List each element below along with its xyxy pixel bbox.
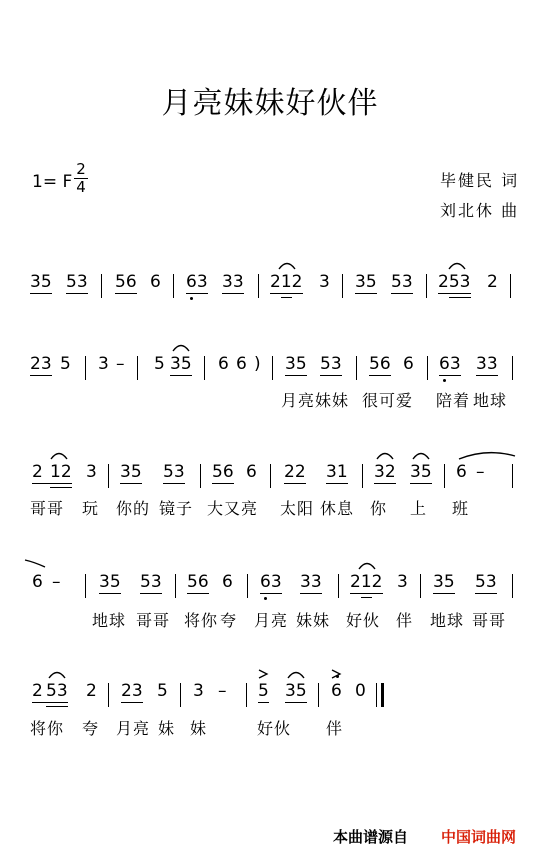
time-top: 2 bbox=[76, 160, 86, 178]
note: 33 bbox=[300, 572, 322, 592]
note: – bbox=[52, 572, 61, 592]
note: 2 bbox=[32, 681, 43, 701]
note: 12 bbox=[50, 462, 72, 482]
composer-credit: 刘北休 曲 bbox=[440, 201, 520, 220]
note: 35 bbox=[120, 462, 142, 482]
slur bbox=[278, 258, 296, 270]
note: – bbox=[116, 354, 125, 374]
lyric: 月亮妹妹 bbox=[281, 391, 350, 410]
note: 35 bbox=[285, 354, 307, 374]
lyric: 休息 bbox=[320, 499, 355, 518]
lyric: 哥哥 bbox=[30, 499, 65, 518]
note: 5 bbox=[60, 354, 71, 374]
slur bbox=[412, 448, 430, 460]
lyric: 夸 bbox=[82, 719, 100, 738]
tie bbox=[458, 448, 516, 460]
note: 35 bbox=[410, 462, 432, 482]
note: 56 bbox=[187, 572, 209, 592]
note: 5 bbox=[157, 681, 168, 701]
lyric: 哥哥 bbox=[472, 611, 507, 630]
lyric: 好伙 bbox=[346, 611, 381, 630]
song-title: 月亮妹妹好伙伴 bbox=[161, 86, 379, 121]
lyric: 地球 bbox=[430, 611, 465, 630]
slur bbox=[448, 258, 466, 270]
note: 53 bbox=[140, 572, 162, 592]
note: 53 bbox=[475, 572, 497, 592]
lyric: 玩 bbox=[82, 499, 100, 518]
note: 6 bbox=[222, 572, 233, 592]
note: 6 bbox=[150, 272, 161, 292]
lyrics-line-3 bbox=[0, 496, 540, 520]
lyric: 伴 bbox=[396, 611, 414, 630]
lyric: 地球 bbox=[92, 611, 127, 630]
note: 53 bbox=[46, 681, 68, 701]
lyric: 你的 bbox=[116, 499, 151, 518]
note: 2 bbox=[86, 681, 97, 701]
note: 6 bbox=[456, 462, 467, 482]
lyric: 将你 bbox=[30, 719, 65, 738]
lyric: 上 bbox=[410, 499, 428, 518]
note: 32 bbox=[374, 462, 396, 482]
lyricist-credit: 毕健民 词 bbox=[440, 171, 520, 190]
note: 63 bbox=[260, 572, 282, 592]
note: 212 bbox=[350, 572, 383, 592]
note: 23 bbox=[121, 681, 143, 701]
note: 63 bbox=[186, 272, 208, 292]
note: 6 bbox=[403, 354, 414, 374]
lyric: 月亮 bbox=[254, 611, 289, 630]
note: 53 bbox=[163, 462, 185, 482]
note: 63 bbox=[439, 354, 461, 374]
lyric: 很可爱 bbox=[362, 391, 414, 410]
lyric: 你 bbox=[370, 499, 388, 518]
note: 3 bbox=[86, 462, 97, 482]
lyrics-line-4 bbox=[0, 608, 540, 632]
note: 35 bbox=[355, 272, 377, 292]
lyric: 班 bbox=[452, 499, 470, 518]
lyric: 月亮 bbox=[116, 719, 151, 738]
staff-line-1 bbox=[0, 272, 540, 322]
lyric: 妹 bbox=[190, 719, 208, 738]
lyrics-line-2 bbox=[0, 388, 540, 412]
tie bbox=[24, 556, 46, 568]
note: 35 bbox=[170, 354, 192, 374]
lyric: 镜子 bbox=[159, 499, 194, 518]
note: 23 bbox=[30, 354, 52, 374]
lyric: 大又亮 bbox=[207, 499, 259, 518]
note: 53 bbox=[320, 354, 342, 374]
slur bbox=[287, 667, 305, 679]
note: 0 bbox=[355, 681, 366, 701]
note: 22 bbox=[284, 462, 306, 482]
note: 253 bbox=[438, 272, 471, 292]
key-signature: 1= F bbox=[32, 172, 73, 192]
note: – bbox=[476, 462, 485, 482]
note: 3 bbox=[98, 354, 109, 374]
lyric: 夸 bbox=[220, 611, 238, 630]
note: 3 bbox=[193, 681, 204, 701]
note: 5 bbox=[258, 681, 269, 701]
footer-source: 本曲谱源自 bbox=[333, 828, 409, 846]
note: 35 bbox=[433, 572, 455, 592]
note: 5 bbox=[154, 354, 165, 374]
note: 35 bbox=[285, 681, 307, 701]
note: 35 bbox=[99, 572, 121, 592]
note: 53 bbox=[66, 272, 88, 292]
footer-site-link[interactable]: 中国词曲网 bbox=[441, 828, 517, 846]
lyric: 地球 bbox=[473, 391, 508, 410]
accent-mark bbox=[258, 669, 268, 679]
note: 2 bbox=[32, 462, 43, 482]
slur bbox=[376, 448, 394, 460]
note: 6 bbox=[331, 681, 342, 701]
note: 3 bbox=[319, 272, 330, 292]
note: 6 bbox=[32, 572, 43, 592]
slur bbox=[172, 340, 190, 352]
slur bbox=[48, 667, 66, 679]
slur bbox=[358, 558, 376, 570]
note: 56 bbox=[115, 272, 137, 292]
lyric: 陪着 bbox=[436, 391, 471, 410]
note: 2 bbox=[487, 272, 498, 292]
lyric: 哥哥 bbox=[136, 611, 171, 630]
note: 6 bbox=[218, 354, 229, 374]
note: 31 bbox=[326, 462, 348, 482]
lyric: 伴 bbox=[326, 719, 344, 738]
note: 33 bbox=[222, 272, 244, 292]
lyric: 妹妹 bbox=[296, 611, 331, 630]
lyrics-line-5 bbox=[0, 716, 540, 740]
note: 6 bbox=[246, 462, 257, 482]
note: 35 bbox=[30, 272, 52, 292]
note: – bbox=[218, 681, 227, 701]
note: 56 bbox=[212, 462, 234, 482]
note: ) bbox=[254, 354, 261, 374]
slur bbox=[50, 448, 68, 460]
time-signature bbox=[74, 162, 88, 195]
lyric: 将你 bbox=[184, 611, 219, 630]
note: 53 bbox=[391, 272, 413, 292]
lyric: 太阳 bbox=[280, 499, 315, 518]
time-bottom: 4 bbox=[76, 178, 86, 196]
note: 56 bbox=[369, 354, 391, 374]
note: 33 bbox=[476, 354, 498, 374]
lyric: 好伙 bbox=[257, 719, 292, 738]
note: 212 bbox=[270, 272, 303, 292]
note: 3 bbox=[397, 572, 408, 592]
lyric: 妹 bbox=[158, 719, 176, 738]
note: 6 bbox=[236, 354, 247, 374]
